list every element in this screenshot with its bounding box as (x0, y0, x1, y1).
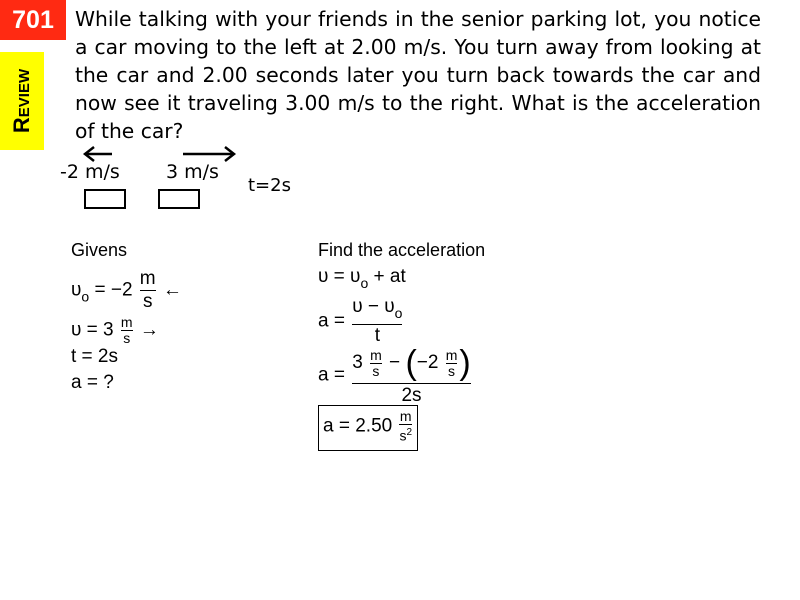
right-direction-icon: → (139, 319, 159, 341)
final-answer (323, 409, 414, 444)
slide-number-badge: 701 (0, 0, 66, 40)
solution-heading: Find the acceleration (318, 240, 486, 260)
time-sketch-label: t=2s (248, 175, 291, 196)
eq1-subscript: o (360, 275, 369, 291)
given-initial-velocity (71, 268, 182, 313)
eq2-numerator: $\upsilon - \upsilon_o$ (352, 296, 403, 321)
given-final-velocity (71, 315, 159, 346)
eq2-lhs: a = (318, 310, 345, 332)
eq1-left: υ = υ (318, 266, 361, 287)
given-acceleration: a = ? (71, 372, 114, 393)
v0-subscript: o (81, 288, 90, 305)
unit-numerator: m (120, 314, 133, 330)
car-box-final (158, 189, 200, 209)
unit-denominator: s (121, 330, 133, 346)
eq3-lhs: a = (318, 364, 345, 386)
unit-numerator: m (139, 268, 156, 289)
review-label: Review (9, 68, 34, 134)
givens-heading: Givens (71, 240, 128, 260)
answer-unit-fraction (399, 409, 412, 444)
equation-velocity (318, 266, 406, 291)
eq1-right: + at (368, 266, 406, 287)
v-value: υ = 3 (71, 319, 114, 341)
v0-unit-fraction (140, 268, 156, 313)
left-arrow-icon (82, 146, 114, 162)
question-text: While talking with your friends in the senior parking lot, you notice a car moving to the left at 2.00 m/s. You turn away from looking at the car and 2.00 seconds later you turn back towards the car and now see it traveling 3.00 m/s to the right. What is the acceleration of the car? (75, 7, 761, 143)
review-tab (0, 52, 44, 150)
eq3-denominator: 2s (352, 383, 470, 408)
v0-symbol: υ (71, 279, 82, 301)
v0-value: = −2 (94, 279, 133, 301)
given-time: t = 2s (71, 346, 118, 367)
v-unit-fraction (121, 315, 133, 346)
answer-unit-denominator: $s^2$ (399, 424, 412, 444)
answer-unit-numerator: m (399, 408, 412, 424)
equation-substitution (318, 343, 473, 408)
unit-denominator: s (140, 290, 156, 313)
left-direction-icon: ← (162, 279, 182, 301)
eq2-denominator: t (352, 324, 402, 347)
eq3-numerator: 3 $\frac{m}{s}$ − (−2 $\frac{m}{s}$ ) (352, 344, 471, 382)
equation-acceleration-formula (318, 296, 404, 347)
right-arrow-icon (181, 146, 237, 162)
car-box-initial (84, 189, 126, 209)
initial-velocity-sketch-label: -2 m/s (60, 161, 120, 183)
answer-value: a = 2.50 (323, 415, 393, 437)
eq2-fraction (352, 296, 402, 347)
eq3-fraction (352, 343, 470, 408)
final-velocity-sketch-label: 3 m/s (166, 161, 219, 183)
